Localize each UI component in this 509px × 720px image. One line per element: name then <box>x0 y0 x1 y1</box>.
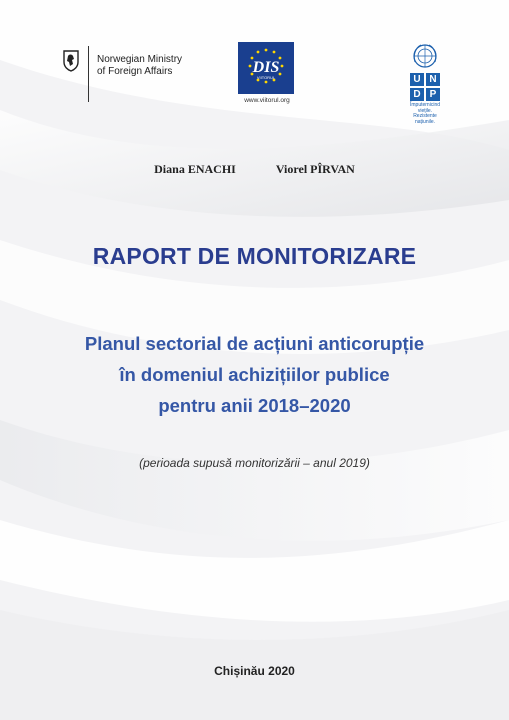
subtitle-line-1: Planul sectorial de acțiuni anticorupție <box>84 333 425 354</box>
norway-ministry-logo <box>62 46 182 102</box>
subtitle-line-3: pentru anii 2018–2020 <box>158 395 351 416</box>
subtitle-line-2: în domeniul achizițiilor publice <box>119 364 390 385</box>
undp-tagline <box>406 103 444 125</box>
author-2: Viorel PÎRVAN <box>275 162 355 176</box>
author-1: Diana ENACHI <box>154 162 236 176</box>
norway-name-line-2: of Foreign Affairs <box>97 66 173 77</box>
norway-ministry-name <box>97 54 182 78</box>
undp-tagline-line-1: Împuternicind viețile. <box>409 102 440 114</box>
authors <box>0 162 509 177</box>
un-emblem-icon <box>411 42 439 70</box>
dis-website: www.viitorul.org <box>244 97 290 104</box>
undp-letter-p: P <box>426 88 440 101</box>
undp-logo <box>406 42 444 125</box>
undp-tagline-line-2: Rezistente națiunile. <box>413 113 437 125</box>
place-and-year: Chișinău 2020 <box>214 664 295 678</box>
report-subtitle <box>0 328 509 421</box>
eu-stars-icon <box>238 42 294 94</box>
undp-letter-d: D <box>410 88 424 101</box>
norway-lion-crest-icon <box>62 50 80 72</box>
norway-logo-divider <box>88 46 89 102</box>
monitoring-period: (perioada supusă monitorizării – anul 2019) <box>139 456 370 470</box>
norway-name-line-1: Norwegian Ministry <box>97 54 183 65</box>
dis-mark-text: DIS <box>252 59 280 76</box>
undp-letter-u: U <box>410 73 424 86</box>
dis-emblem <box>238 42 294 94</box>
dis-inner-text: VIITORUL <box>256 75 276 80</box>
undp-letter-grid <box>406 73 444 101</box>
idis-viitorul-logo <box>238 42 296 104</box>
undp-letter-n: N <box>426 73 440 86</box>
report-title: RAPORT DE MONITORIZARE <box>92 243 417 269</box>
